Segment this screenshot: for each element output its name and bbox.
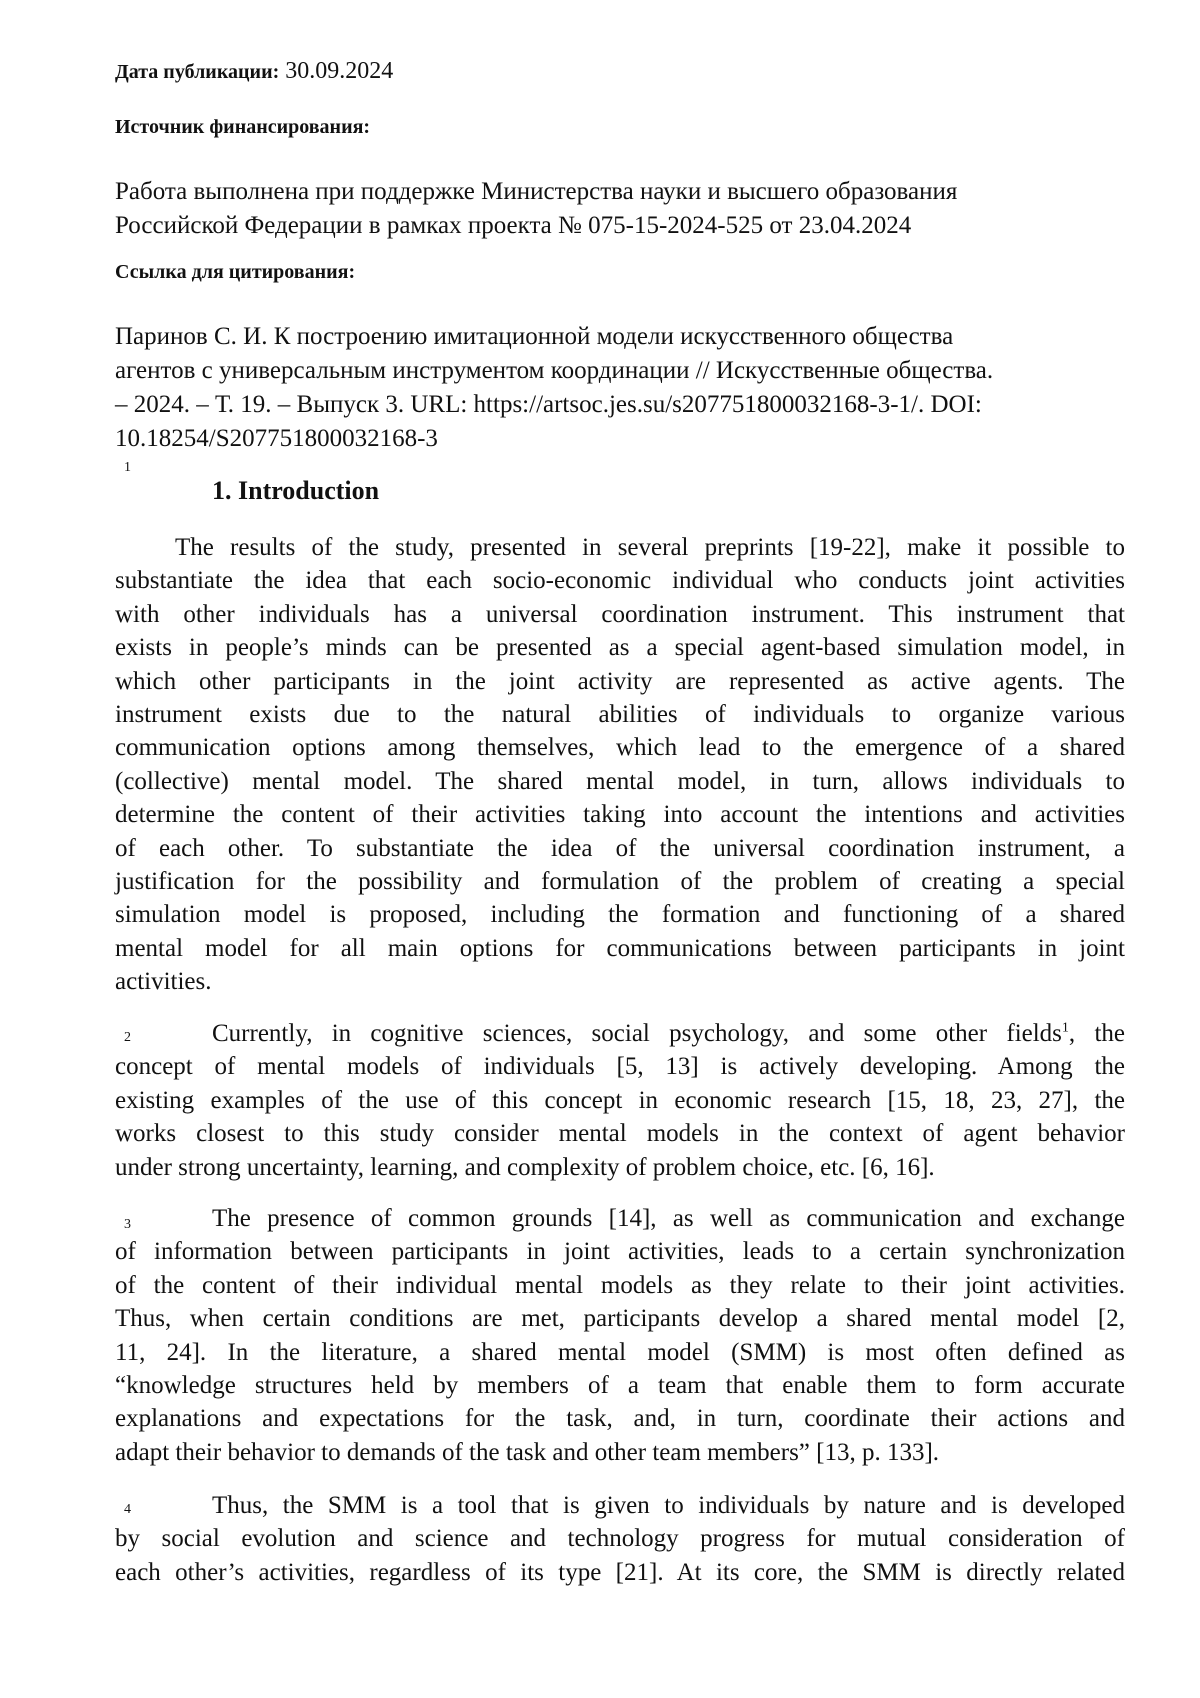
paragraph-line: Thus, when certain conditions are met, participants develop a shared mental model [2,: [115, 1305, 1125, 1333]
paragraph-line: substantiate the idea that each socio-economic individual who conducts joint activities: [115, 567, 1125, 595]
paragraph-line: The results of the study, presented in several preprints [19-22], make it possible to: [175, 534, 1125, 561]
publication-date-value: 30.09.2024: [285, 58, 394, 84]
citation-line: Паринов С. И. К построению имитационной модели искусственного общества: [115, 323, 954, 350]
paragraph-line-tail: , the: [1068, 1020, 1125, 1047]
funding-line: Работа выполнена при поддержке Министерства науки и высшего образования: [115, 178, 958, 205]
paragraph-line: of the content of their individual mental models as they relate to their joint activities.: [115, 1271, 1125, 1299]
paragraph-line: mental model for all main options for communications between participants in joint: [115, 934, 1125, 962]
paragraph-line: [115, 1017, 1125, 1050]
paragraph-line: (collective) mental model. The shared mental model, in turn, allows individuals to: [115, 767, 1125, 795]
paragraph-line: justification for the possibility and formulation of the problem of creating a special: [115, 868, 1125, 896]
funding-text: [115, 175, 1125, 243]
paragraph-line: of each other. To substantiate the idea of the universal coordination instrument, a: [115, 834, 1125, 862]
paragraph-line: exists in people’s minds can be presented as a special agent-based simulation model, in: [115, 634, 1125, 662]
paragraph-line: 11, 24]. In the literature, a shared mental model (SMM) is most often defined as: [115, 1338, 1125, 1366]
paragraph-line: “knowledge structures held by members of a team that enable them to form accurate: [115, 1372, 1125, 1400]
citation-line: агентов с универсальным инструментом координации // Искусственные общества.: [115, 357, 994, 384]
paragraph-line: with other individuals has a universal coordination instrument. This instrument that: [115, 600, 1125, 628]
paragraph-line: activities.: [115, 968, 212, 996]
citation-label-line: [115, 256, 355, 287]
paragraph-line: explanations and expectations for the task, and, in turn, coordinate their actions and: [115, 1405, 1125, 1433]
citation-line: – 2024. – Т. 19. – Выпуск 3. URL: https://artsoc.jes.su/s207751800032168-3-1/. DOI:: [115, 391, 982, 418]
body-paragraph: [115, 531, 1125, 999]
paragraph-line-text: Currently, in cognitive sciences, social psychology, and some other fields: [212, 1020, 1062, 1047]
paragraph-marker: 4: [124, 1502, 131, 1517]
paragraph-line: under strong uncertainty, learning, and complexity of problem choice, etc. [6, 16].: [115, 1153, 935, 1181]
citation-label: Ссылка для цитирования:: [115, 261, 356, 283]
section-heading: 1. Introduction: [212, 476, 380, 505]
paragraph-marker: 3: [124, 1217, 131, 1232]
paragraph-line: simulation model is proposed, including the formation and functioning of a shared: [115, 901, 1125, 929]
citation-line: 10.18254/S207751800032168-3: [115, 425, 438, 452]
body-paragraph: [115, 1489, 1125, 1589]
funding-line: Российской Федерации в рамках проекта № 075-15-2024-525 от 23.04.2024: [115, 212, 912, 239]
funding-label-line: [115, 111, 370, 142]
paragraph-line: communication options among themselves, which lead to the emergence of a shared: [115, 734, 1125, 762]
footnote-reference: 1: [1061, 1020, 1069, 1036]
body-paragraph: [115, 1202, 1125, 1469]
paragraph-line: The presence of common grounds [14], as well as communication and exchange: [212, 1205, 1125, 1232]
publication-date-label: Дата публикации:: [115, 61, 280, 83]
paragraph-line: existing examples of the use of this concept in economic research [15, 18, 23, 27], the: [115, 1086, 1125, 1114]
paragraph-line: concept of mental models of individuals [5, 13] is actively developing. Among the: [115, 1053, 1125, 1081]
paragraph-line: of information between participants in joint activities, leads to a certain synchronization: [115, 1238, 1125, 1266]
paragraph-line: by social evolution and science and technology progress for mutual consideration of: [115, 1525, 1125, 1553]
paragraph-line: adapt their behavior to demands of the task and other team members” [13, p. 133].: [115, 1438, 940, 1466]
paragraph-line: which other participants in the joint activity are represented as active agents. The: [115, 667, 1125, 695]
body-paragraph: [115, 1017, 1125, 1184]
citation-text: [115, 320, 1125, 456]
paragraph-marker: 1: [124, 460, 131, 475]
funding-label: Источник финансирования:: [115, 116, 371, 138]
paragraph-marker: 2: [124, 1030, 131, 1045]
publication-date-line: [115, 56, 393, 87]
paragraph-line: Thus, the SMM is a tool that is given to individuals by nature and is developed: [212, 1492, 1125, 1519]
paragraph-line: works closest to this study consider mental models in the context of agent behavior: [115, 1120, 1125, 1148]
paragraph-line: determine the content of their activities taking into account the intentions and activities: [115, 801, 1125, 829]
paragraph-line: instrument exists due to the natural abilities of individuals to organize various: [115, 701, 1125, 729]
paragraph-line: each other’s activities, regardless of its type [21]. At its core, the SMM is directly related: [115, 1558, 1125, 1586]
